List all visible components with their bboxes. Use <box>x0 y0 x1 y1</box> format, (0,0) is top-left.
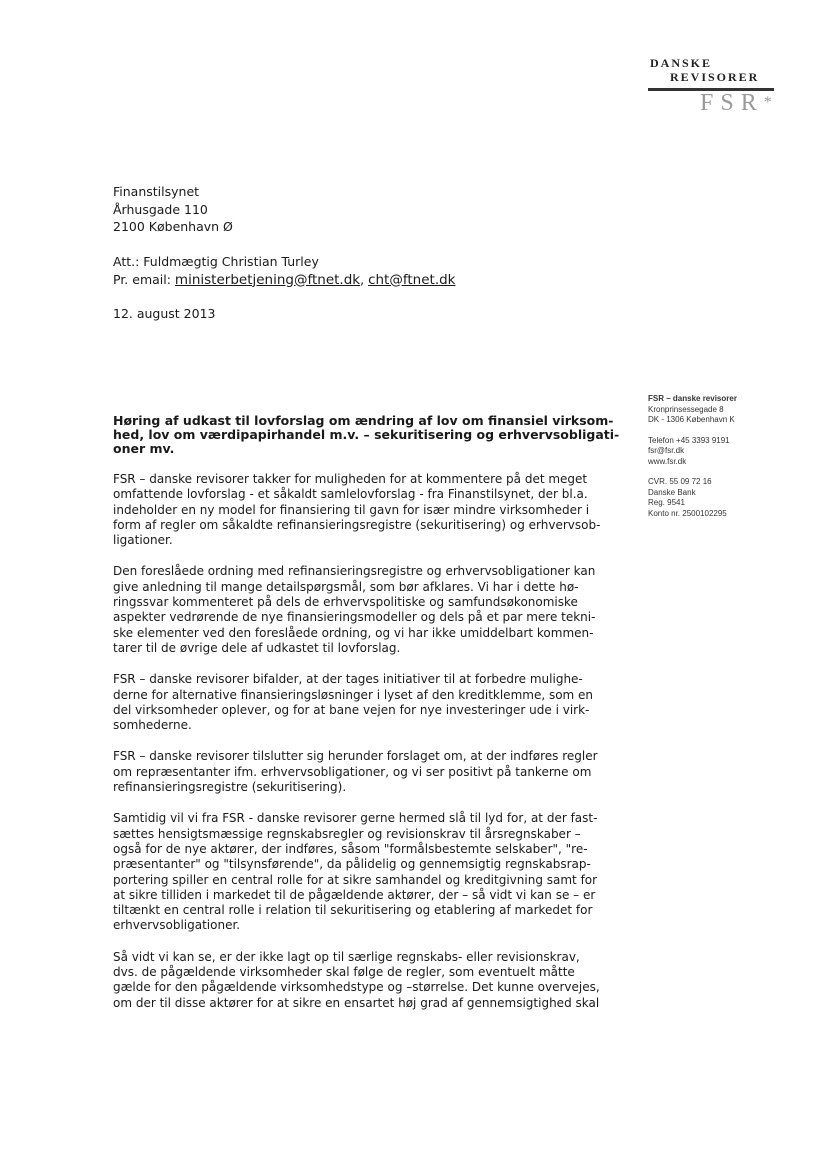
sidebar-city: DK - 1306 København K <box>648 415 735 424</box>
email-separator: , <box>360 271 369 287</box>
logo-text-revisorer: REVISORER <box>670 70 760 84</box>
body-line: gælde for den pågældende virksomhedstype og –størrelse. Det kunne overvejes, <box>113 980 600 995</box>
sidebar-street: Kronprinsessegade 8 <box>648 404 724 414</box>
paragraph <box>113 672 608 733</box>
body-line: tarer til de øvrige dele af udkastet til lovforslag. <box>113 640 401 655</box>
subject-line: oner mv. <box>113 441 175 456</box>
subject-line: hed, lov om værdipapirhandel m.v. – sekuritisering og erhvervsobligati- <box>113 427 620 442</box>
sidebar-web: www.fsr.dk <box>648 456 687 466</box>
sidebar-org-name: FSR – danske revisorer <box>648 394 737 403</box>
paragraph <box>113 811 608 933</box>
body-line: Den foreslåede ordning med refinansieringsregistre og erhvervsobligationer kan <box>113 564 596 579</box>
recipient-city: 2100 København Ø <box>113 219 233 234</box>
body-line: tiltænkt en central rolle i relation til sekuritisering og etablering af markedet for <box>113 903 593 918</box>
sidebar-bank: Danske Bank <box>648 487 696 497</box>
sidebar-email: fsr@fsr.dk <box>648 446 685 455</box>
body-line: form af regler om såkaldte refinansieringsregistre (sekuritisering) og erhvervsob- <box>113 517 601 532</box>
body-line: aspekter vedrørende de nye finansieringsmodeller og dels på et par mere tekni- <box>113 610 596 625</box>
body-line: FSR – danske revisorer takker for muligheden for at kommentere på det meget <box>113 472 588 486</box>
email-link-ministerbetjening[interactable]: ministerbetjening@ftnet.dk <box>174 271 361 288</box>
sidebar-cvr: CVR. 55 09 72 16 <box>648 477 712 486</box>
letter-date: 12. august 2013 <box>113 306 216 321</box>
body-line: Så vidt vi kan se, er der ikke lagt op til særlige regnskabs- eller revisionskrav, <box>113 949 580 964</box>
body-line: erhvervsobligationer. <box>113 918 241 933</box>
body-line: give anledning til mange detailspørgsmål, som bør afklares. Vi har i dette hø- <box>113 579 579 594</box>
paragraph <box>113 950 608 1011</box>
paragraph <box>113 564 608 656</box>
logo-text-danske: DANSKE <box>650 56 713 70</box>
body-line: del virksomheder oplever, og for at bane vejen for nye investeringer ude i virk- <box>113 702 590 717</box>
body-line: omfattende lovforslag - et såkaldt samlelovforslag - fra Finanstilsynet, der bl.a. <box>113 487 588 502</box>
logo-star: * <box>763 94 772 111</box>
subject-line: Høring af udkast til lovforslag om ændring af lov om finansiel virksom- <box>113 413 614 428</box>
body-line: FSR – danske revisorer bifalder, at der tages initiativer til at forbedre mulighe- <box>113 672 583 687</box>
body-line: ringssvar kommenteret på dels de erhvervspolitiske og samfundsøkonomiske <box>113 595 578 610</box>
body-line: derne for alternative finansieringsløsninger i lyset af den kreditklemme, som en <box>113 687 594 702</box>
sidebar-contact-info <box>648 394 798 519</box>
body-line: dvs. de pågældende virksomheder skal følge de regler, som eventuelt måtte <box>113 965 575 980</box>
body-line: også for de nye aktører, der indføres, såsom "formålsbestemte selskaber", "re- <box>113 841 588 856</box>
fsr-logo <box>648 56 776 114</box>
paragraph <box>113 749 608 795</box>
letter-body <box>113 472 608 1027</box>
letter-subject <box>113 413 620 456</box>
sidebar-reg: Reg. 9541 <box>648 498 685 507</box>
body-line: portering spiller en central rolle for at sikre samhandel og kreditgivning samt for <box>113 872 598 887</box>
attention-block <box>113 253 456 289</box>
body-line: at sikre tilliden i markedet til de pågældende aktører, der – så vidt vi kan se – er <box>113 887 596 902</box>
logo-fsr-letters: FSR <box>700 90 764 116</box>
email-line <box>113 271 456 290</box>
body-line: sættes hensigtsmæssige regnskabsregler og revisionskrav til årsregnskaber – <box>113 826 581 841</box>
recipient-street: Århusgade 110 <box>113 201 208 217</box>
logo-fsr-mark <box>700 92 776 114</box>
email-prefix: Pr. email: <box>113 271 175 287</box>
email-link-cht[interactable]: cht@ftnet.dk <box>368 271 456 288</box>
body-line: om der til disse aktører for at sikre en ensartet høj grad af gennemsigtighed skal <box>113 995 600 1010</box>
body-line: somhederne. <box>113 718 192 733</box>
sidebar-phone: Telefon +45 3393 9191 <box>648 435 730 445</box>
sidebar-konto: Konto nr. 2500102295 <box>648 508 727 518</box>
body-line: om repræsentanter ifm. erhvervsobligationer, og vi ser positivt på tankerne om <box>113 764 592 779</box>
recipient-name: Finanstilsynet <box>113 184 200 199</box>
body-line: FSR – danske revisorer tilslutter sig herunder forslaget om, at der indføres regler <box>113 749 598 764</box>
body-line: ligationer. <box>113 533 173 548</box>
body-line: ske elementer ved den foreslåede ordning, og vi har ikke umiddelbart kommen- <box>113 625 594 640</box>
body-line: indeholder en ny model for finansiering til gavn for især mindre virksomheder i <box>113 502 590 517</box>
body-line: præsentanter" og "tilsynsførende", da pålidelig og gennemsigtig regnskabsrap- <box>113 857 591 872</box>
recipient-address <box>113 183 233 236</box>
body-line: refinansieringsregistre (sekuritisering). <box>113 780 347 795</box>
paragraph <box>113 472 608 548</box>
body-line: Samtidig vil vi fra FSR - danske revisorer gerne hermed slå til lyd for, at der fast- <box>113 811 598 826</box>
attention-line: Att.: Fuldmægtig Christian Turley <box>113 254 319 269</box>
